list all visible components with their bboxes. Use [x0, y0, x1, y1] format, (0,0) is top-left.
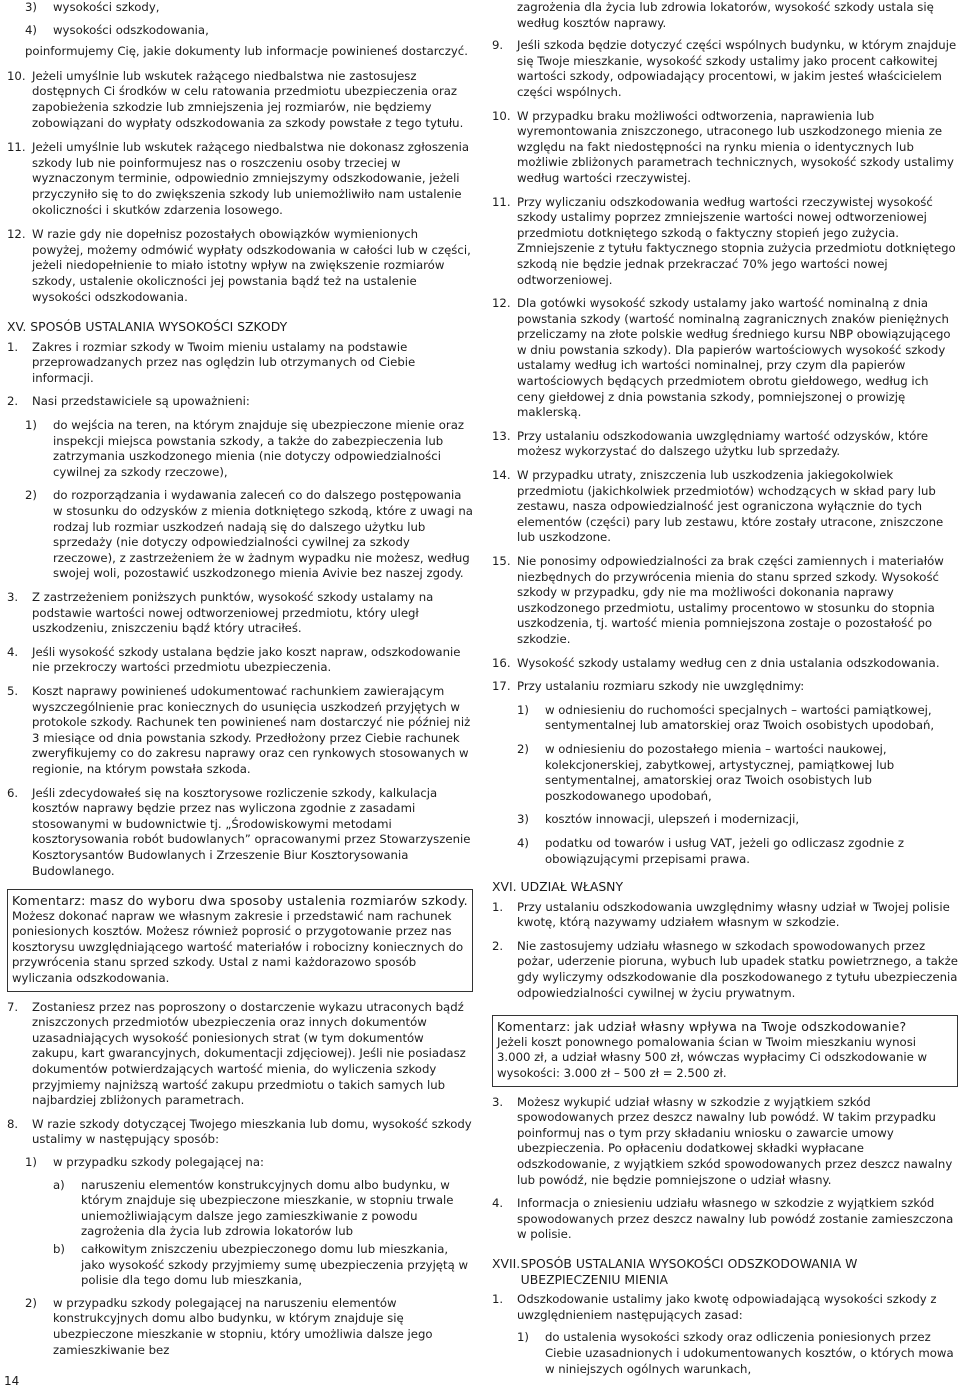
list-item: [25, 23, 473, 39]
item-text: Jeżeli umyślnie lub wskutek rażącego niedbalstwa nie zastosujesz dostępnych Ci środków w celu ratowania przedmiotu ubezpieczenia oraz zapobieżenia szkodzie lub zmniejszenia jej rozmiarów, nie będziemy zobowiązani do wypłaty odszkodowania za szkody powstałe z tego tytułu.: [32, 68, 464, 130]
item-text: Jeśli wysokość szkody ustalana będzie jako koszt napraw, odszkodowanie nie przekroczy wartości przedmiotu ubezpieczenia.: [32, 644, 461, 675]
item-number: b): [53, 1241, 65, 1256]
numbered-paragraph: [492, 900, 958, 931]
item-number: 2.: [492, 938, 504, 953]
numbered-paragraph: [7, 140, 473, 218]
numbered-paragraph: [7, 1117, 473, 1148]
item-text: W razie gdy nie dopełnisz pozostałych obowiązków wymienionych powyżej, możemy odmówić wypłaty odszkodowania w całości lub w części, jeżeli niedopełnienie to miało istotny wpływ na zwiększenie rozmiarów szkody, ustalenie okoliczności jej powstania bądź też na ustalenie wysokości odszkodowania.: [32, 227, 471, 304]
numbered-paragraph: [7, 684, 473, 778]
item-number: 14.: [492, 468, 511, 483]
numbered-paragraph: [492, 939, 958, 1001]
item-number: 11.: [492, 194, 511, 209]
list-item: [25, 1155, 473, 1171]
item-text: Wysokość szkody ustalamy według cen z dnia ustalania odszkodowania.: [517, 655, 940, 670]
item-number: 1.: [7, 339, 19, 354]
numbered-paragraph: [492, 679, 958, 695]
item-text: Przy ustalaniu rozmiaru szkody nie uwzględnimy:: [517, 679, 805, 694]
item-text: Informacja o zniesieniu udziału własnego w szkodzie z wyjątkiem szkód spowodowanych przez deszcz nawalny lub powódź zostanie zamieszczona w polisie.: [517, 1196, 954, 1242]
numbered-paragraph: [492, 429, 958, 460]
item-number: 1): [517, 1330, 529, 1345]
numbered-paragraph: [492, 1095, 958, 1189]
numbered-paragraph: [7, 645, 473, 676]
numbered-paragraph: [7, 1000, 473, 1109]
numbered-paragraph: [7, 786, 473, 880]
item-number: 6.: [7, 785, 19, 800]
item-number: 3.: [492, 1094, 504, 1109]
item-number: 1): [517, 702, 529, 717]
item-number: 1.: [492, 1292, 504, 1307]
numbered-paragraph: [7, 227, 473, 305]
item-text: w przypadku szkody polegającej na:: [53, 1155, 264, 1169]
item-number: 2): [517, 741, 529, 756]
section-title: SPOSÓB USTALANIA WYSOKOŚCI ODSZKODOWANIA W UBEZPIECZENIU MIENIA: [520, 1255, 858, 1287]
numbered-paragraph: [492, 1196, 958, 1243]
numbered-paragraph: [492, 468, 958, 546]
item-number: 1): [25, 418, 37, 433]
list-item: [517, 812, 958, 828]
paragraph: poinformujemy Cię, jakie dokumenty lub informacje powinieneś dostarczyć.: [25, 44, 468, 59]
item-text: naruszeniu elementów konstrukcyjnych domu albo budynku, w którym znajduje się ubezpieczone mieszkanie, w stopniu trwale uniemożliwiającym dalsze jego zamieszkiwanie z powodu zagrożenia dla życia lub zdrowia lokatorów lub: [81, 1177, 454, 1239]
item-number: 9.: [492, 38, 504, 53]
item-number: 3.: [7, 590, 19, 604]
paragraph: zagrożenia dla życia lub zdrowia lokatorów, wysokość szkody ustala się według kosztów naprawy.: [517, 0, 934, 30]
item-number: 2.: [7, 394, 19, 409]
item-text: Jeżeli umyślnie lub wskutek rażącego niedbalstwa nie dokonasz zgłoszenia szkody lub nie poinformujesz nas o roszczeniu osoby trzeciej w wyznaczonym terminie, odpowiednio zmniejszymy odszkodowanie, jeżeli przyczyniło się to do zwiększenia szkody lub uniemożliwiło nam ustalenie okoliczności i skutków zdarzenia losowego.: [32, 140, 470, 217]
item-text: podatku od towarów i usług VAT, jeżeli go odliczasz zgodnie z obowiązującymi przepisami prawa.: [545, 835, 905, 866]
item-text: Nie zastosujemy udziału własnego w szkodach spowodowanych przez pożar, uderzenie pioruna, wybuch lub upadek statku powietrznego, a także gdy wyliczymy odszkodowanie dla poszkodowanego z tytułu ubezpieczenia odpowiedzialności cywilnej w życiu prywatnym.: [517, 938, 958, 1000]
item-text: wysokości odszkodowania,: [53, 22, 209, 37]
item-text: Odszkodowanie ustalimy jako kwotę odpowiadającą wysokości szkody z uwzględnieniem następujących zasad:: [517, 1292, 937, 1322]
list-item: [517, 742, 958, 804]
list-item: [517, 836, 958, 867]
list-item: [25, 418, 473, 480]
list-item: [53, 1242, 473, 1289]
section-heading-xvi: XVI. UDZIAŁ WŁASNY: [492, 879, 624, 895]
item-number: 1): [25, 1155, 37, 1169]
item-text: Jeśli szkoda będzie dotyczyć części wspólnych budynku, w którym znajduje się Twoje mieszkanie, wysokość szkody ustalimy jako procent całkowitej wartości szkody, odpowiadający procentowi, w jakim jesteś właścicielem części wspólnych.: [517, 38, 957, 99]
item-number: 12.: [492, 296, 511, 311]
item-text: Zostaniesz przez nas poproszony o dostarczenie wykazu utraconych bądź zniszczonych przedmiotów ubezpieczenia oraz innych dokumentów uzasadniających wysokość poniesionych strat (w tym dokumentów zakupu, kart gwarancyjnych, dokumentacji zdjęciowej). Jeśli nie posiadasz dokumentów potwierdzających wartość mienia, do wyliczenia szkody przyjmiemy najniższą wartość zakupu przedmiotu o takich samych lub najbardziej zbliżonych parametrach.: [32, 999, 466, 1108]
item-number: 3): [517, 812, 529, 827]
item-number: 7.: [7, 999, 19, 1014]
item-text: Z zastrzeżeniem poniższych punktów, wysokość szkody ustalamy na podstawie wartości nowej odtworzeniowej przedmiotu, który uległ uszkodzeniu, zniszczeniu bądź który utraciłeś.: [32, 590, 434, 636]
comment-box-title: Komentarz: jak udział własny wpływa na Twoje odszkodowanie?: [497, 1019, 907, 1035]
numbered-paragraph: [492, 656, 958, 672]
item-text: do rozporządzania i wydawania zaleceń co do dalszego postępowania w stosunku do odzysków z mienia dotkniętego szkodą, które z uwagi na rodzaj lub rozmiar uszkodzeń nadają się do dalszego użytku lub sprzedaży (nie dotyczy odpowiedzialności cywilnej za szkody rzeczowe), z zastrzeżeniem że w żadnym wypadku nie możesz, według swojej woli, pozostawić uszkodzonego mienia Avivie bez naszej zgody.: [53, 488, 473, 581]
section-number: XVII.: [492, 1255, 521, 1271]
list-item: [517, 703, 958, 734]
item-text: Dla gotówki wysokość szkody ustalamy jako wartość nominalną z dnia powstania szkody (wartość nominalną zagranicznych znaków pieniężnych przeliczamy na złote polskie według średniego kursu NBP obowiązującego w dniu powstania szkody). Dla papierów wartościowych wysokość szkody ustalamy według ich wartości nominalnej, przy czym dla papierów wartościowych będących przedmiotem obrotu giełdowego, według ich ceny giełdowej z dnia powstania szkody, pomniejszonej o prowizję maklerską.: [517, 296, 951, 420]
item-text: w odniesieniu do ruchomości specjalnych – wartości pamiątkowej, sentymentalnej lub amatorskiej oraz Twoich osobistych upodobań,: [545, 702, 935, 733]
list-item: [53, 1178, 473, 1240]
left-column: [7, 0, 473, 1358]
item-text: Przy ustalaniu odszkodowania uwzględniamy wartość odzysków, które możesz wykorzystać do dalszego użytku lub sprzedaży.: [517, 428, 929, 459]
comment-box: [492, 1015, 958, 1086]
item-number: 3): [25, 0, 37, 14]
numbered-paragraph: [7, 394, 473, 410]
item-text: w odniesieniu do pozostałego mienia – wartości naukowej, kolekcjonerskiej, zabytkowej, artystycznej, pamiątkowej lub sentymentalnej, amatorskiej oraz Twoich osobistych lub poszkodowanego upodobań,: [545, 741, 895, 803]
list-item: [25, 0, 473, 16]
item-text: Przy ustalaniu odszkodowania uwzględnimy własny udział w Twojej polisie kwotę, którą nazywamy udziałem własnym w szkodzie.: [517, 899, 950, 930]
item-number: 4): [25, 22, 37, 37]
numbered-paragraph: [492, 554, 958, 648]
page-number: 14: [4, 1374, 20, 1388]
item-number: 2): [25, 488, 37, 503]
item-text: W razie szkody dotyczącej Twojego mieszkania lub domu, wysokość szkody ustalimy w następujący sposób:: [32, 1116, 472, 1147]
comment-box-body: Możesz dokonać napraw we własnym zakresie i przedstawić nam rachunek poniesionych kosztów. Możesz również poprosić o przygotowanie przez nas kosztorysu uwzględniającego wartość materiałów i robocizny koniecznych do przywrócenia stanu sprzed szkody. Ustal z nami każdorazowo sposób wyliczania odszkodowania.: [12, 908, 464, 986]
comment-box-title: Komentarz: masz do wyboru dwa sposoby ustalenia rozmiarów szkody.: [12, 893, 468, 909]
comment-box: [7, 889, 473, 992]
item-text: Zakres i rozmiar szkody w Twoim mieniu ustalamy na podstawie przeprowadzanych przez nas oględzin lub otrzymanych od Ciebie informacji.: [32, 339, 416, 385]
list-item: [25, 488, 473, 582]
item-text: do ustalenia wysokości szkody oraz odliczenia poniesionych przez Ciebie uzasadnionych i udokumentowanych kosztów, o których mowa w niniejszych ogólnych warunkach,: [545, 1330, 954, 1376]
item-text: do wejścia na teren, na którym znajduje się ubezpieczone mienie oraz inspekcji miejsca powstania szkody, a także do zabezpieczenia lub zatrzymania uszkodzonego mienia (nie dotyczy odpowiedzialności cywilnej za szkody rzeczowe),: [53, 418, 465, 479]
item-number: 5.: [7, 683, 19, 698]
item-text: całkowitym zniszczeniu ubezpieczonego domu lub mieszkania, jako wysokość szkody przyjmiemy sumę ubezpieczenia przyjętą w polisie dla tego domu lub mieszkania,: [81, 1241, 469, 1288]
item-text: w przypadku szkody polegającej na naruszeniu elementów konstrukcyjnych domu albo budynku, w którym znajduje się ubezpieczone mieszkanie w stopniu, który umożliwia dalsze jego zamieszkiwanie bez: [53, 1295, 433, 1357]
item-text: Przy wyliczaniu odszkodowania według wartości rzeczywistej wysokość szkody ustalimy poprzez zmniejszenie wartości nowej odtworzeniowej przedmiotu dotkniętego szkodą o faktyczny stopień jego zużycia. Zmniejszenie z tytułu faktycznego stopnia zużycia przedmiotu dotkniętego szkodą nie będzie jednak przekraczać 70% jego wartości nowej odtworzeniowej.: [517, 194, 956, 287]
item-number: 13.: [492, 428, 511, 443]
item-number: 4): [517, 835, 529, 850]
item-text: Jeśli zdecydowałeś się na kosztorysowe rozliczenie szkody, kalkulacja kosztów naprawy będzie przez nas wyliczona zgodnie z zasadami stosowanymi w budownictwie tj. „Środowiskowymi metodami kosztorysowania robót budowlanych” opracowanymi przez Stowarzyszenie Kosztorysantów Budowlanych i Zrzeszenie Biur Kosztorysowania Budowlanego.: [32, 785, 471, 878]
numbered-paragraph: [7, 590, 473, 637]
item-number: 16.: [492, 655, 511, 670]
item-number: a): [53, 1177, 65, 1192]
numbered-paragraph: [492, 38, 958, 100]
numbered-paragraph: [492, 109, 958, 187]
item-text: Nasi przedstawiciele są upoważnieni:: [32, 394, 250, 409]
item-text: kosztów innowacji, ulepszeń i modernizacji,: [545, 812, 800, 827]
item-text: W przypadku utraty, zniszczenia lub uszkodzenia jakiegokolwiek przedmiotu (jakichkolwiek przedmiotów) wchodzących w skład pary lub zestawu, nasza odpowiedzialność jest ograniczona wyłącznie do tych elementów (części) pary lub zestawu, które zostały utracone, zniszczone lub uszkodzone.: [517, 468, 944, 545]
item-number: 15.: [492, 554, 511, 568]
item-number: 4.: [7, 644, 19, 659]
item-number: 12.: [7, 227, 26, 242]
numbered-paragraph: [7, 340, 473, 387]
section-heading-xv: XV. SPOSÓB USTALANIA WYSOKOŚCI SZKODY: [7, 319, 288, 335]
numbered-paragraph: [492, 195, 958, 289]
right-column: [492, 0, 958, 1377]
item-text: Możesz wykupić udział własny w szkodzie z wyjątkiem szkód spowodowanych przez deszcz nawalny lub powódź. W takim przypadku poinformuj nas o tym przy składaniu wniosku o zawarcie umowy ubezpieczenia. Po opłaceniu dodatkowej składki wypłacane odszkodowanie, z wyjątkiem szkód spowodowanych przez deszcz nawalny lub powódź, nie będzie pomniejszone o udział własny.: [517, 1094, 953, 1187]
item-number: 11.: [7, 140, 26, 155]
item-number: 1.: [492, 899, 504, 914]
item-number: 10.: [7, 68, 26, 83]
item-text: Nie ponosimy odpowiedzialności za brak części zamiennych i materiałów niezbędnych do przywrócenia mienia do stanu sprzed szkody. Wysokość szkody w przypadku, gdy nie ma możliwości dokonania naprawy uszkodzonego przedmiotu, ustalimy procentowo w stosunku do stopnia uszkodzenia, tj. wartość mienia pomniejszona zostaje o pozostałość po szkodzie.: [517, 554, 944, 646]
list-item: [25, 1296, 473, 1358]
numbered-paragraph: [492, 1292, 958, 1323]
item-text: Koszt naprawy powinieneś udokumentować rachunkiem zawierającym wyszczególnienie prac koniecznych do usunięcia uszkodzeń przyjętych w protokole szkody. Rachunek ten powinieneś nam dostarczyć nie później niż 3 miesiące od dnia powstania szkody. Przedłożony przez Ciebie rachunek zweryfikujemy co do zakresu naprawy oraz cen rynkowych stosowanych w regionie, na którym powstała szkoda.: [32, 683, 471, 776]
section-heading-xvii: [492, 1256, 958, 1287]
numbered-paragraph: [7, 69, 473, 131]
item-text: wysokości szkody,: [53, 0, 160, 14]
comment-box-body: Jeżeli koszt ponownego pomalowania ścian w Twoim mieszkaniu wynosi 3.000 zł, a udział własny 500 zł, wówczas wypłacimy Ci odszkodowanie w wysokości: 3.000 zł – 500 zł = 2.500 zł.: [497, 1034, 928, 1081]
item-number: 2): [25, 1295, 37, 1310]
item-number: 8.: [7, 1116, 19, 1131]
numbered-paragraph: [492, 296, 958, 421]
item-text: W przypadku braku możliwości odtworzenia, naprawienia lub wyremontowania zniszczonego, utraconego lub uszkodzonego mienia ze względu na fakt niedostępności na rynku mienia o identycznych lub możliwie zbliżonych parametrach technicznych, wysokość szkody ustalimy według wartości rzeczywistej.: [517, 108, 954, 185]
list-item: [517, 1330, 958, 1377]
item-number: 4.: [492, 1196, 504, 1211]
item-number: 17.: [492, 679, 511, 694]
item-number: 10.: [492, 108, 511, 123]
